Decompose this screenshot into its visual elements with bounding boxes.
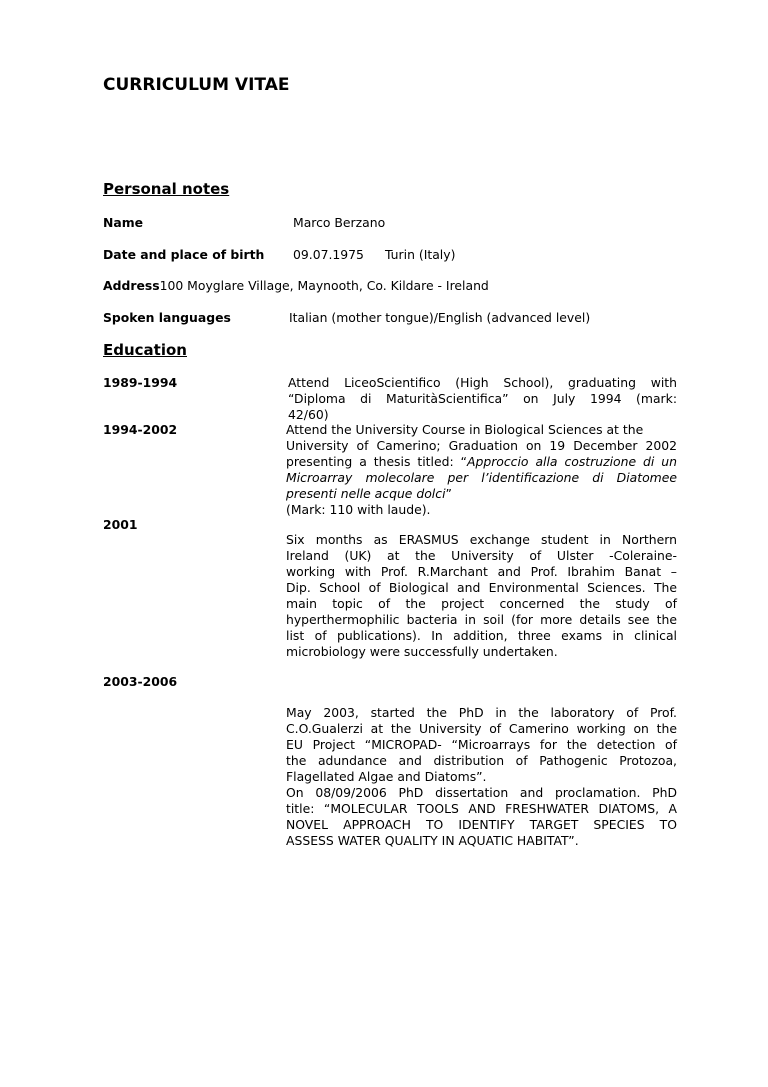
address-value: 100 Moyglare Village, Maynooth, Co. Kildare - Ireland (159, 278, 489, 293)
text-line: hyperthermophilic bacteria in soil (for more details see the (286, 612, 677, 627)
birth-label: Date and place of birth (103, 247, 265, 262)
text-line: title: “MOLECULAR TOOLS AND FRESHWATER DIATOMS, A (286, 801, 677, 816)
text-line: Dip. School of Biological and Environmental Sciences. The (286, 580, 677, 595)
address-row (103, 278, 489, 294)
text: presenting a thesis titled: “ (286, 454, 467, 469)
text-line: microbiology were successfully undertaken. (286, 644, 558, 659)
education-period: 1994-2002 (103, 422, 178, 437)
education-description (288, 375, 677, 423)
section-heading-personal-notes: Personal notes (103, 180, 230, 198)
page-title: CURRICULUM VITAE (103, 75, 290, 95)
text-line: On 08/09/2006 PhD dissertation and proclamation. PhD (286, 785, 677, 800)
thesis-title: Approccio alla costruzione di un (466, 454, 678, 469)
text-line: the adundance and distribution of Pathogenic Protozoa, (286, 753, 677, 768)
languages-label: Spoken languages (103, 310, 231, 325)
text-line: Flagellated Algae and Diatoms”. (286, 769, 487, 784)
text-line: list of publications). In addition, three exams in clinical (286, 628, 677, 643)
text-line: 42/60) (288, 407, 329, 422)
education-description (286, 532, 677, 660)
text-line (286, 454, 677, 470)
name-value: Marco Berzano (293, 215, 386, 230)
thesis-title: presenti nelle acque dolci (286, 486, 446, 501)
text-line (286, 486, 677, 502)
education-description (286, 422, 677, 518)
text-line: Attend LiceoScientifico (High School), graduating with (288, 375, 677, 390)
education-period: 1989-1994 (103, 375, 178, 390)
education-period: 2001 (103, 517, 138, 532)
text-line: Attend the University Course in Biological Sciences at the (286, 422, 644, 437)
section-heading-education: Education (103, 341, 187, 359)
education-period: 2003-2006 (103, 674, 178, 689)
thesis-title: Microarray molecolare per l’identificazione di Diatomee (286, 470, 677, 485)
text-line (286, 470, 677, 486)
text: ” (445, 486, 452, 501)
address-label: Address (103, 278, 160, 293)
text-line: University of Camerino; Graduation on 19 December 2002 (286, 438, 677, 453)
birth-date: 09.07.1975 (293, 247, 364, 262)
text-line: main topic of the project concerned the study of (286, 596, 677, 611)
text-line: ASSESS WATER QUALITY IN AQUATIC HABITAT”. (286, 833, 579, 848)
name-label: Name (103, 215, 144, 230)
languages-value: Italian (mother tongue)/English (advanced level) (289, 310, 591, 325)
text-line: Ireland (UK) at the University of Ulster -Coleraine- (286, 548, 677, 563)
text-line: working with Prof. R.Marchant and Prof. Ibrahim Banat – (286, 564, 677, 579)
education-description (286, 705, 677, 849)
text-line: NOVEL APPROACH TO IDENTIFY TARGET SPECIES TO (286, 817, 677, 832)
text-line: May 2003, started the PhD in the laboratory of Prof. (286, 705, 677, 720)
birth-place: Turin (Italy) (385, 247, 456, 262)
text-line: “Diploma di MaturitàScientifica” on July 1994 (mark: (288, 391, 677, 406)
text-line: C.O.Gualerzi at the University of Camerino working on the (286, 721, 677, 736)
text-line: EU Project “MICROPAD- “Microarrays for the detection of (286, 737, 677, 752)
text-line: Six months as ERASMUS exchange student in Northern (286, 532, 677, 547)
text-line: (Mark: 110 with laude). (286, 502, 431, 517)
